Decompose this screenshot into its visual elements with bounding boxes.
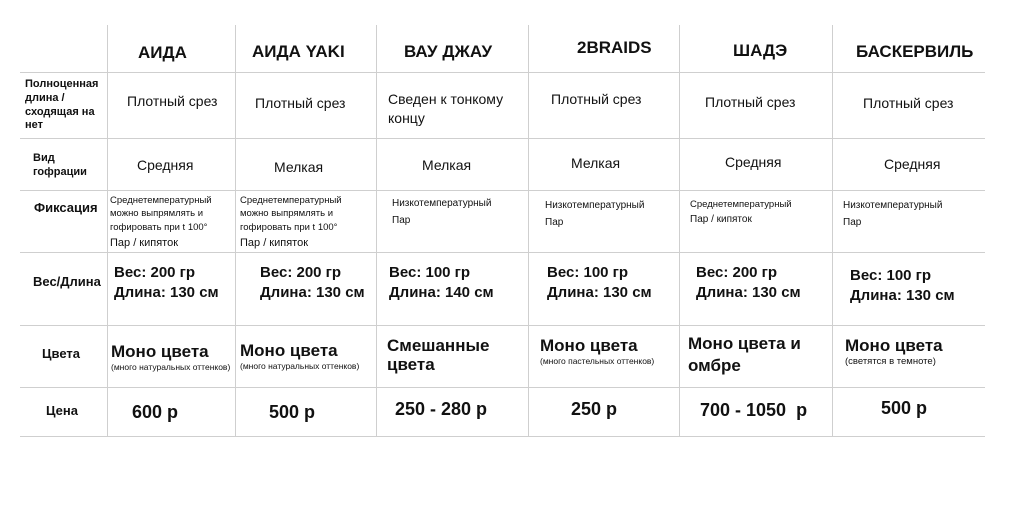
row-label-fixation: Фиксация bbox=[34, 200, 98, 215]
fixation-cell: Низкотемпературный Пар bbox=[545, 200, 645, 228]
corrugation-cell: Мелкая bbox=[571, 155, 621, 171]
price-cell: 250 - 280 р bbox=[395, 399, 488, 419]
length-cell: Плотный срез bbox=[551, 91, 642, 107]
brand-header: ШАДЭ bbox=[733, 41, 788, 60]
corrugation-cell: Средняя bbox=[725, 154, 782, 170]
row-label-corrugation: Вид гофрации bbox=[33, 152, 87, 178]
column-divider bbox=[528, 25, 529, 437]
weight-cell: Вес: 200 гр Длина: 130 см bbox=[114, 264, 219, 302]
column-divider bbox=[679, 25, 680, 437]
row-label-price: Цена bbox=[46, 403, 78, 418]
row-label-weight: Вес/Длина bbox=[33, 274, 101, 289]
colors-cell: Смешанные цвета bbox=[387, 336, 490, 374]
column-divider bbox=[235, 25, 236, 437]
row-divider bbox=[20, 138, 985, 139]
brand-header: 2BRAIDS bbox=[577, 38, 652, 57]
weight-cell: Вес: 100 гр Длина: 130 см bbox=[547, 264, 652, 302]
row-divider bbox=[20, 436, 985, 437]
price-cell: 250 р bbox=[571, 399, 618, 419]
fixation-cell: Низкотемпературный Пар bbox=[843, 200, 943, 228]
colors-cell: Моно цвета (светятся в темноте) bbox=[845, 336, 943, 367]
colors-cell: Моно цвета и омбре bbox=[688, 334, 801, 375]
row-label-colors: Цвета bbox=[42, 346, 80, 361]
length-cell: Плотный срез bbox=[255, 95, 346, 111]
corrugation-cell: Средняя bbox=[137, 157, 194, 173]
brand-header: БАСКЕРВИЛЬ bbox=[856, 42, 974, 61]
colors-cell: Моно цвета (много натуральных оттенков) bbox=[111, 342, 231, 372]
row-divider bbox=[20, 190, 985, 191]
length-cell: Сведен к тонкому концу bbox=[388, 91, 504, 126]
column-divider bbox=[376, 25, 377, 437]
row-divider bbox=[20, 252, 985, 253]
corrugation-cell: Средняя bbox=[884, 156, 941, 172]
row-label-length: Полноценная длина / сходящая на нет bbox=[25, 78, 99, 132]
price-cell: 600 р bbox=[132, 402, 179, 422]
column-divider bbox=[107, 25, 108, 437]
row-divider bbox=[20, 72, 985, 73]
weight-cell: Вес: 100 гр Длина: 140 см bbox=[389, 264, 494, 302]
row-divider bbox=[20, 387, 985, 388]
price-cell: 500 р bbox=[269, 402, 316, 422]
corrugation-cell: Мелкая bbox=[422, 157, 472, 173]
column-divider bbox=[832, 25, 833, 437]
colors-cell: Моно цвета (много пастельных оттенков) bbox=[540, 336, 655, 366]
price-cell: 700 - 1050 р bbox=[700, 400, 808, 420]
fixation-cell: Низкотемпературный Пар bbox=[392, 198, 492, 226]
length-cell: Плотный срез bbox=[863, 95, 954, 111]
brand-header: АИДА bbox=[138, 43, 187, 62]
weight-cell: Вес: 200 гр Длина: 130 см bbox=[696, 264, 801, 302]
brand-header: АИДА YAKI bbox=[252, 42, 345, 61]
weight-cell: Вес: 200 гр Длина: 130 см bbox=[260, 264, 365, 302]
row-divider bbox=[20, 325, 985, 326]
length-cell: Плотный срез bbox=[127, 93, 218, 109]
fixation-cell: Среднетемпературный можно выпрямлять и гофировать при t 100° Пар / кипяток bbox=[240, 195, 342, 249]
weight-cell: Вес: 100 гр Длина: 130 см bbox=[850, 267, 955, 305]
colors-cell: Моно цвета (много натуральных оттенков) bbox=[240, 341, 360, 371]
fixation-cell: Среднетемпературный Пар / кипяток bbox=[690, 199, 792, 226]
price-cell: 500 р bbox=[881, 398, 928, 418]
length-cell: Плотный срез bbox=[705, 94, 796, 110]
fixation-cell: Среднетемпературный можно выпрямлять и гофировать при t 100° Пар / кипяток bbox=[110, 195, 212, 249]
brand-header: ВАУ ДЖАУ bbox=[404, 42, 493, 61]
corrugation-cell: Мелкая bbox=[274, 159, 324, 175]
